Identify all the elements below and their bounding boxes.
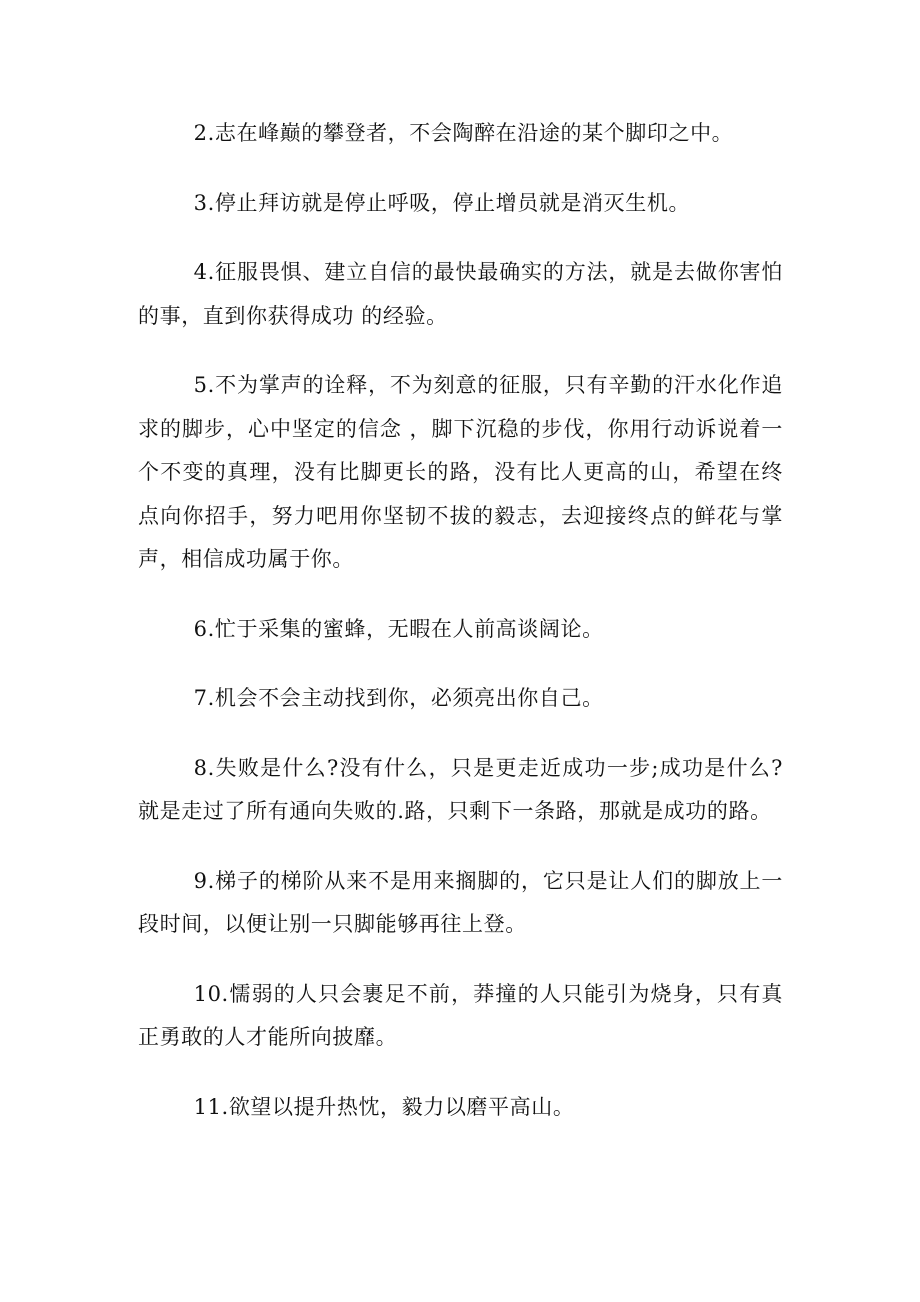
document-body	[138, 112, 783, 1155]
paragraph-4: 4.征服畏惧、建立自信的最快最确实的方法，就是去做你害怕的事，直到你获得成功 的经验。	[138, 260, 783, 328]
paragraph-11: 11.欲望以提升热忱，毅力以磨平高山。	[193, 1094, 575, 1119]
paragraph-9: 9.梯子的梯阶从来不是用来搁脚的，它只是让人们的脚放上一段时间，以便让别一只脚能够再往上登。	[138, 868, 783, 936]
paragraph-7: 7.机会不会主动找到你，必须亮出你自己。	[193, 686, 604, 710]
paragraph-8: 8.失败是什么?没有什么，只是更走近成功一步;成功是什么?就是走过了所有通向失败的.路，只剩下一条路，那就是成功的路。	[138, 755, 783, 823]
paragraph-10: 10.懦弱的人只会裹足不前，莽撞的人只能引为烧身，只有真正勇敢的人才能所向披靡。	[138, 981, 783, 1049]
paragraph-3: 3.停止拜访就是停止呼吸，停止增员就是消灭生机。	[193, 190, 691, 215]
paragraph-5: 5.不为掌声的诠释，不为刻意的征服，只有辛勤的汗水化作追求的脚步，心中坚定的信念 ，脚下沉稳的步伐，你用行动诉说着一个不变的真理，没有比脚更长的路，没有比人更高的山，希望在终点向你招手，努力吧用你坚韧不拔的毅志，去迎接终点的鲜花与掌声，相信成功属于你。	[138, 373, 783, 571]
paragraph-2: 2.志在峰巅的攀登者，不会陶醉在沿途的某个脚印之中。	[193, 121, 734, 145]
paragraph-6: 6.忙于采集的蜜蜂，无暇在人前高谈阔论。	[193, 616, 604, 641]
